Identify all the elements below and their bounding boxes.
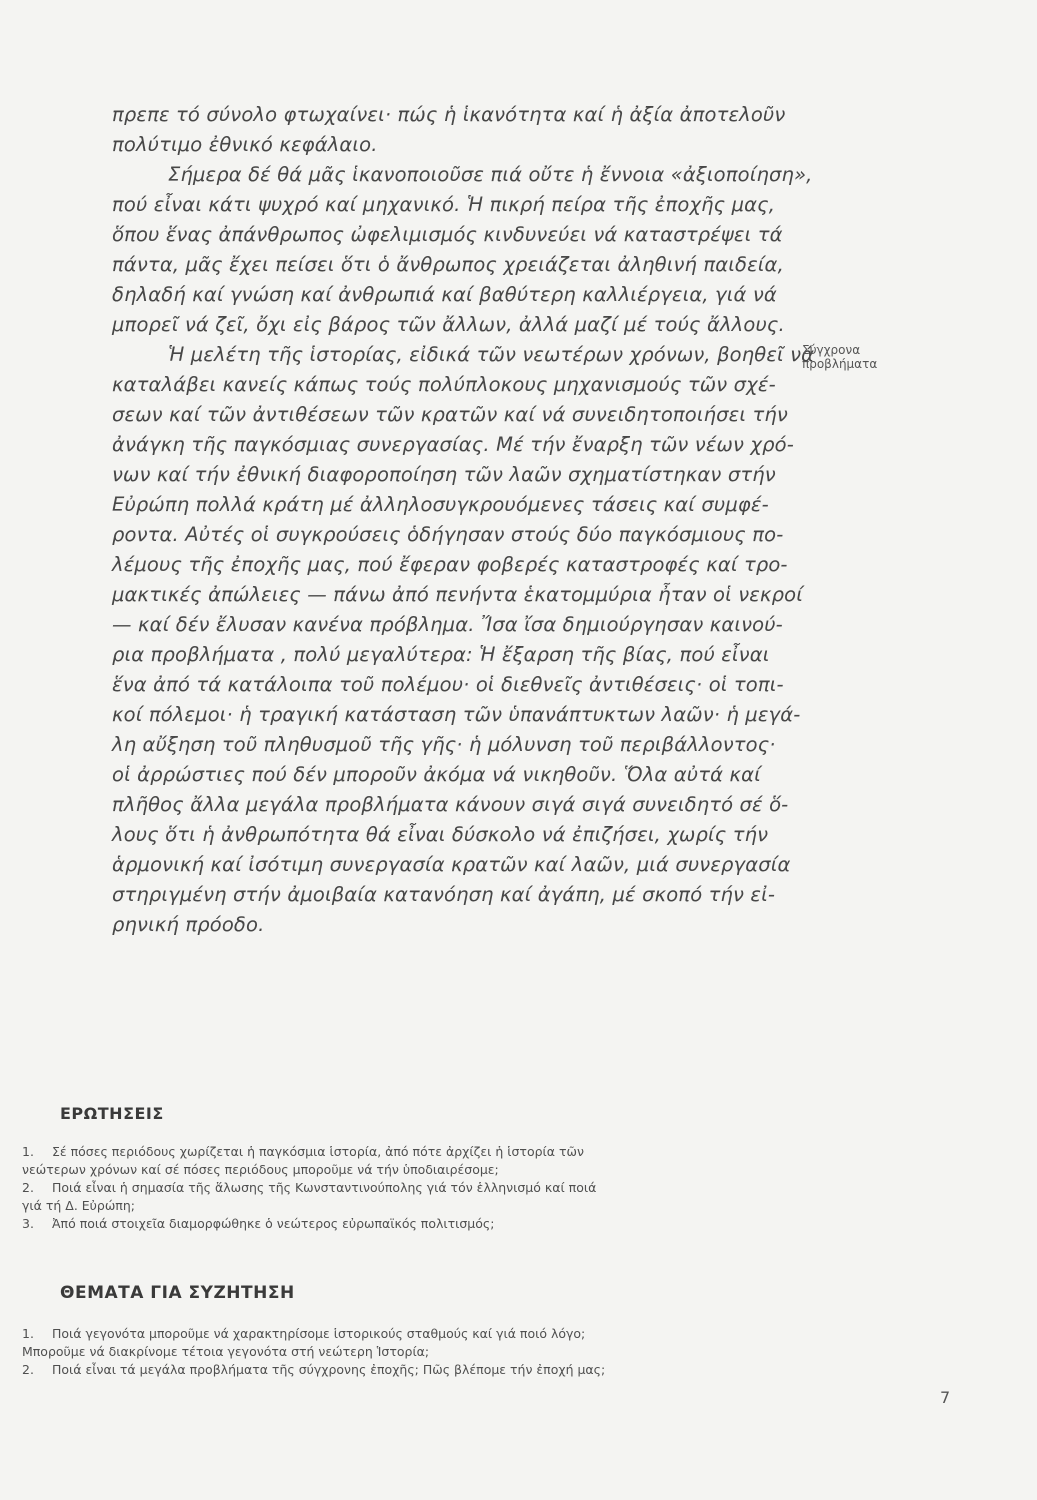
margin-note-line: Σύγχρονα [802,343,861,357]
text-line: στηριγμένη στήν ἀμοιβαία κατανόηση καί ἀγάπη, μέ σκοπό τήν εἰ- [112,883,776,906]
question-text: Ποιά εἶναι ἡ σημασία τῆς ἅλωσης τῆς Κωνσταντινούπολης γιά τόν ἑλληνισμό καί ποιά [52,1180,597,1195]
text-line: νων καί τήν ἐθνική διαφοροποίηση τῶν λαῶν σχηματίστηκαν στήν [112,463,776,486]
topics-heading: ΘΕΜΑΤΑ ΓΙΑ ΣΥΖΗΤΗΣΗ [60,1283,295,1303]
text-line: ἕνα ἀπό τά κατάλοιπα τοῦ πολέμου· οἱ διεθνεῖς ἀντιθέσεις· οἱ τοπι- [112,673,784,696]
text-line: Σήμερα δέ θά μᾶς ἱκανοποιοῦσε πιά οὔτε ἡ ἔννοια «ἀξιοποίηση», [168,163,813,186]
page-number: 7 [940,1388,951,1407]
text-line: σεων καί τῶν ἀντιθέσεων τῶν κρατῶν καί νά συνειδητοποιήσει τήν [112,403,788,426]
topic-item [22,1361,782,1379]
topic-text: Ποιά εἶναι τά μεγάλα προβλήματα τῆς σύγχρονης ἐποχῆς; Πῶς βλέπομε τήν ἐποχή μας; [52,1362,606,1377]
text-line: ρηνική πρόοδο. [112,913,265,936]
topic-text: Ποιά γεγονότα μποροῦμε νά χαρακτηρίσομε ἱστορικούς σταθμούς καί γιά ποιό λόγο; [52,1326,586,1341]
text-line: οἱ ἀρρώστιες πού δέν μποροῦν ἀκόμα νά νικηθοῦν. Ὅλα αὐτά καί [112,763,761,786]
text-line: δηλαδή καί γνώση καί ἀνθρωπιά καί βαθύτερη καλλιέργεια, γιά νά [112,283,777,306]
question-number: 3. [22,1216,34,1231]
text-line: Ἡ μελέτη τῆς ἱστορίας, εἰδικά τῶν νεωτέρων χρόνων, βοηθεῖ νά [168,343,815,366]
text-line: πρεπε τό σύνολο φτωχαίνει· πώς ἡ ἱκανότητα καί ἡ ἀξία ἀποτελοῦν [112,103,786,126]
text-line: κοί πόλεμοι· ἡ τραγική κατάσταση τῶν ὑπανάπτυκτων λαῶν· ἡ μεγά- [112,703,801,726]
text-line: πού εἶναι κάτι ψυχρό καί μηχανικό. Ἡ πικρή πείρα τῆς ἐποχῆς μας, [112,193,776,216]
questions-list [22,1143,782,1233]
text-line: πολύτιμο ἐθνικό κεφάλαιο. [112,133,378,156]
text-line: πλῆθος ἄλλα μεγάλα προβλήματα κάνουν σιγά σιγά συνειδητό σέ ὅ- [112,793,789,816]
margin-note-line: προβλήματα [802,357,878,371]
text-line: ἁρμονική καί ἰσότιμη συνεργασία κρατῶν καί λαῶν, μιά συνεργασία [112,853,791,876]
question-item [22,1215,782,1233]
text-line: ἀνάγκη τῆς παγκόσμιας συνεργασίας. Μέ τήν ἔναρξη τῶν νέων χρό- [112,433,794,456]
question-number: 2. [22,1180,34,1195]
text-line: ρια προβλήματα , πολύ μεγαλύτερα: Ἡ ἔξαρση τῆς βίας, πού εἶναι [112,643,770,666]
text-line: λους ὅτι ἡ ἀνθρωπότητα θά εἶναι δύσκολο νά ἐπιζήσει, χωρίς τήν [112,823,769,846]
margin-note [802,343,912,371]
question-number: 1. [22,1144,34,1159]
question-text-continued: γιά τή Δ. Εὐρώπη; [22,1198,135,1213]
text-line: — καί δέν ἔλυσαν κανένα πρόβλημα. Ἴσα ἴσα δημιούργησαν καινού- [112,613,783,636]
topic-text-continued: Μποροῦμε νά διακρίνομε τέτοια γεγονότα στή νεώτερη Ἱστορία; [22,1344,430,1359]
text-line: μπορεῖ νά ζεῖ, ὄχι εἰς βάρος τῶν ἄλλων, ἀλλά μαζί μέ τούς ἄλλους. [112,313,785,336]
question-text: Ἀπό ποιά στοιχεῖα διαμορφώθηκε ὁ νεώτερος εὐρωπαϊκός πολιτισμός; [52,1216,495,1231]
text-line: ροντα. Αὐτές οἱ συγκρούσεις ὁδήγησαν στούς δύο παγκόσμιους πο- [112,523,784,546]
text-line: λη αὔξηση τοῦ πληθυσμοῦ τῆς γῆς· ἡ μόλυνση τοῦ περιβάλλοντος· [112,733,776,756]
text-line: πάντα, μᾶς ἔχει πείσει ὅτι ὁ ἄνθρωπος χρειάζεται ἀληθινή παιδεία, [112,253,784,276]
question-text-continued: νεώτερων χρόνων καί σέ πόσες περιόδους μποροῦμε νά τήν ὑποδιαιρέσομε; [22,1162,499,1177]
main-text [112,100,815,940]
question-item [22,1179,782,1215]
text-line: καταλάβει κανείς κάπως τούς πολύπλοκους μηχανισμούς τῶν σχέ- [112,373,776,396]
text-line: μακτικές ἀπώλειες — πάνω ἀπό πενήντα ἑκατομμύρια ἦταν οἱ νεκροί [112,583,803,606]
topics-list [22,1325,782,1379]
topic-number: 2. [22,1362,34,1377]
question-text: Σέ πόσες περιόδους χωρίζεται ἡ παγκόσμια ἱστορία, ἀπό πότε ἀρχίζει ἡ ἱστορία τῶν [52,1144,584,1159]
question-item [22,1143,782,1179]
text-line: ὅπου ἕνας ἀπάνθρωπος ὠφελιμισμός κινδυνεύει νά καταστρέψει τά [112,223,783,246]
questions-heading: ΕΡΩΤΗΣΕΙΣ [60,1104,164,1123]
topic-number: 1. [22,1326,34,1341]
text-line: λέμους τῆς ἐποχῆς μας, πού ἔφεραν φοβερές καταστροφές καί τρο- [112,553,788,576]
topic-item [22,1325,782,1361]
text-line: Εὐρώπη πολλά κράτη μέ ἀλληλοσυγκρουόμενες τάσεις καί συμφέ- [112,493,769,516]
